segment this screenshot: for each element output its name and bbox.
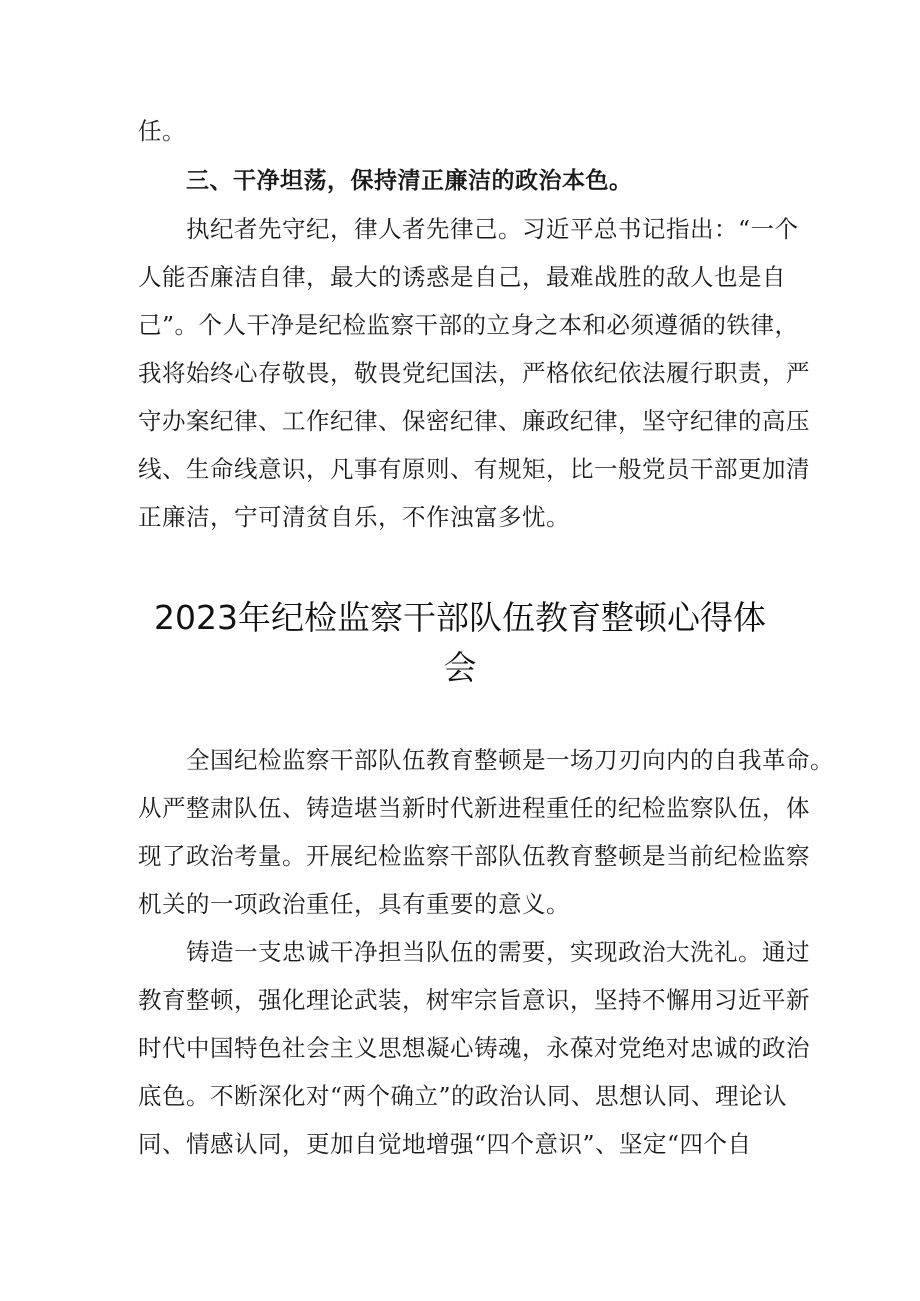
text-line: 底色。不断深化对“两个确立”的政治认同、思想认同、理论认 xyxy=(138,1082,788,1110)
text-line: 从严整肃队伍、铸造堪当新时代新进程重任的纪检监察队伍，体 xyxy=(138,794,810,822)
section-heading: 三、干净坦荡，保持清正廉洁的政治本色。 xyxy=(186,168,633,194)
text-line: 线、生命线意识，凡事有原则、有规矩，比一般党员干部更加清 xyxy=(138,455,810,483)
text-line: 己”。个人干净是纪检监察干部的立身之本和必须遵循的铁律， xyxy=(138,311,799,339)
text-line: 铸造一支忠诚干净担当队伍的需要，实现政治大洗礼。通过 xyxy=(186,938,810,966)
text-line: 全国纪检监察干部队伍教育整顿是一场刀刃向内的自我革命。 xyxy=(186,746,834,774)
text-line: 执纪者先守纪，律人者先律己。习近平总书记指出：“一个 xyxy=(186,215,799,243)
text-line: 人能否廉洁自律，最大的诱惑是自己，最难战胜的敌人也是自 xyxy=(138,263,786,291)
text-line: 守办案纪律、工作纪律、保密纪律、廉政纪律，坚守纪律的高压 xyxy=(138,407,810,435)
text-line: 任。 xyxy=(138,117,186,145)
text-line: 时代中国特色社会主义思想凝心铸魂，永葆对党绝对忠诚的政治 xyxy=(138,1034,810,1062)
text-line: 现了政治考量。开展纪检监察干部队伍教育整顿是当前纪检监察 xyxy=(138,842,810,870)
text-line: 教育整顿，强化理论武装，树牢宗旨意识，坚持不懈用习近平新 xyxy=(138,986,810,1014)
document-title: 2023年纪检监察干部队伍教育整顿心得体 xyxy=(154,598,766,637)
document-title-cont: 会 xyxy=(443,648,477,687)
text-line: 我将始终心存敬畏，敬畏党纪国法，严格依纪依法履行职责，严 xyxy=(138,359,810,387)
text-line: 正廉洁，宁可清贫自乐，不作浊富多忧。 xyxy=(138,503,570,531)
text-line: 机关的一项政治重任，具有重要的意义。 xyxy=(138,890,570,918)
text-line: 同、情感认同，更加自觉地增强“四个意识”、坚定“四个自 xyxy=(138,1130,752,1158)
